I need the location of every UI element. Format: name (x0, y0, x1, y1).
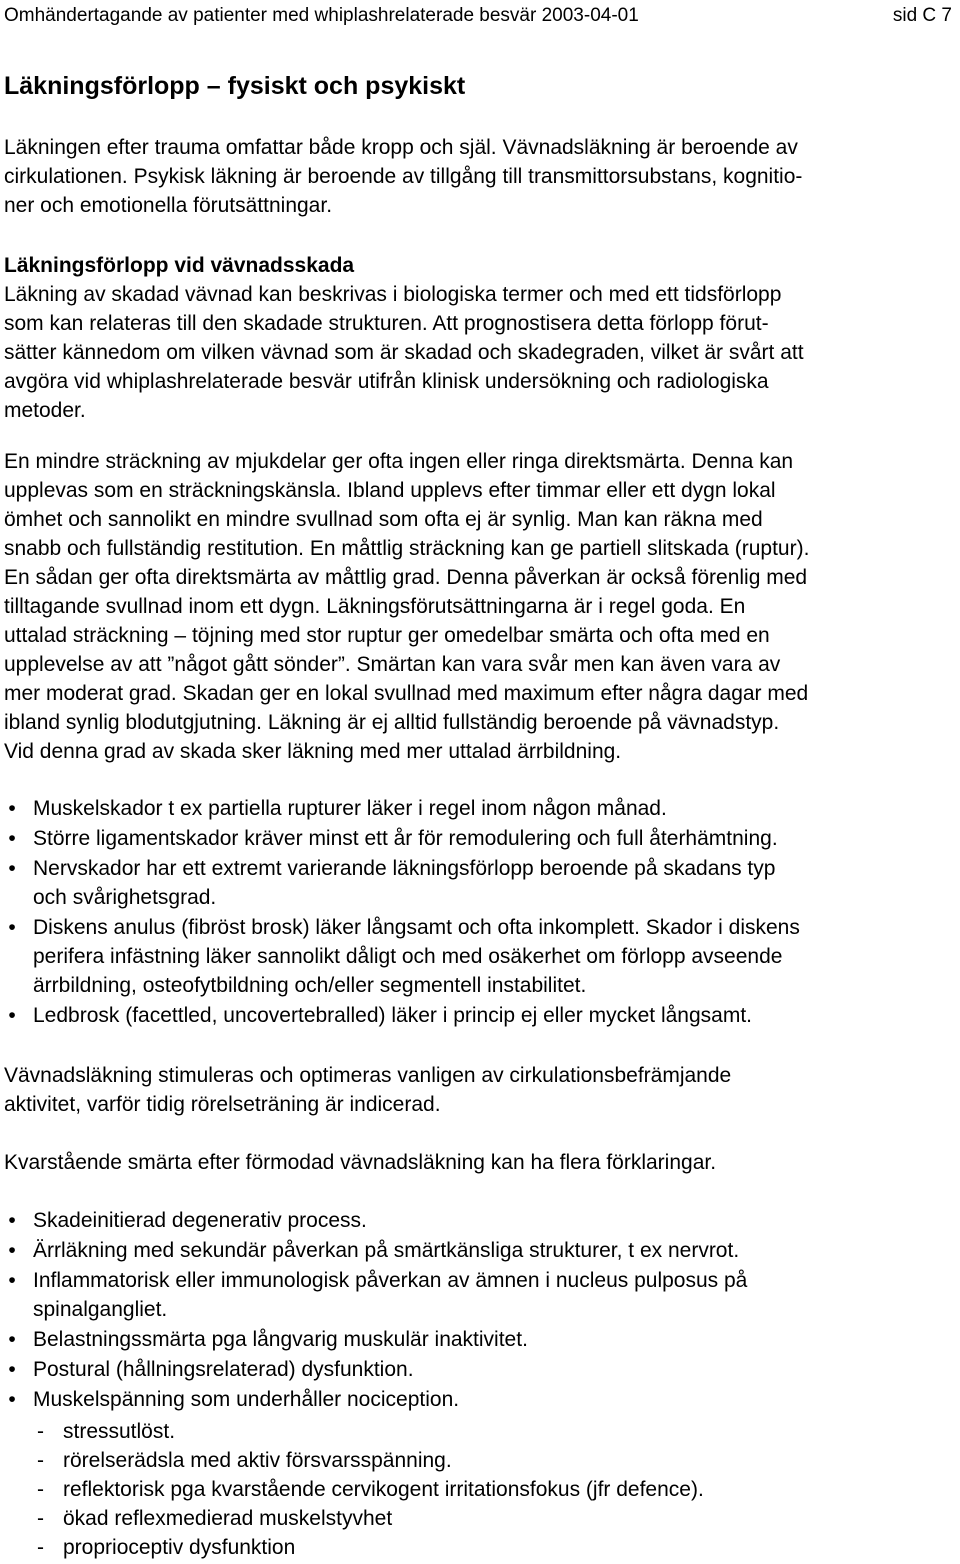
text-line: upplevelse av att ”något gått sönder”. Smärtan kan vara svår men kan även vara av (4, 653, 781, 676)
list-item (0, 794, 800, 823)
section-heading: Läkningsförlopp vid vävnadsskada (4, 254, 355, 277)
text-line: Ärrläkning med sekundär påverkan på smärtkänsliga strukturer, t ex nervrot. (33, 1239, 740, 1262)
page-header (4, 0, 956, 32)
body-paragraph (4, 447, 960, 766)
muscle-tension-sublist (33, 1417, 704, 1562)
bullet-icon: • (8, 857, 16, 880)
list-item (0, 824, 800, 853)
pain-causes-list (0, 1206, 747, 1414)
text-line: Inflammatorisk eller immunologisk påverkan av ämnen i nucleus pulposus på (33, 1269, 748, 1292)
page-number: sid C 7 (892, 5, 952, 26)
bullet-icon: • (8, 916, 16, 939)
text-line: aktivitet, varför tidig rörelseträning är indicerad. (4, 1093, 441, 1116)
sublist-item (33, 1446, 704, 1475)
intro-paragraph (4, 133, 960, 220)
sublist-text: rörelserädsla med aktiv försvarsspänning. (63, 1449, 452, 1472)
text-line: Läkning av skadad vävnad kan beskrivas i biologiska termer och med ett tidsförlopp (4, 283, 782, 306)
bullet-icon: • (8, 1269, 16, 1292)
text-line: Vävnadsläkning stimuleras och optimeras vanligen av cirkulationsbefrämjande (4, 1064, 732, 1087)
text-line: En sådan ger ofta direktsmärta av måttlig grad. Denna påverkan är också förenlig med (4, 566, 808, 589)
text-line: Diskens anulus (fibröst brosk) läker långsamt och ofta inkomplett. Skador i diskens (33, 916, 800, 939)
section-paragraph (4, 251, 960, 425)
bullet-icon: • (8, 1004, 16, 1027)
bullet-icon: • (8, 797, 16, 820)
text-line: avgöra vid whiplashrelaterade besvär utifrån klinisk undersökning och radiologiska (4, 370, 769, 393)
text-line: spinalgangliet. (33, 1298, 168, 1321)
text-line: uttalad sträckning – töjning med stor ruptur ger omedelbar smärta och ofta med en (4, 624, 770, 647)
dash-icon: - (37, 1507, 44, 1530)
list-item (0, 1001, 800, 1030)
text-line: Skadeinitierad degenerativ process. (33, 1209, 367, 1232)
text-line: Nervskador har ett extremt varierande läkningsförlopp beroende på skadans typ (33, 857, 776, 880)
page-title: Läkningsförlopp – fysiskt och psykiskt (4, 72, 466, 100)
list-item (0, 1266, 747, 1324)
text-line: Läkningen efter trauma omfattar både kropp och själ. Vävnadsläkning är beroende av (4, 136, 798, 159)
text-line: perifera infästning läker sannolikt dåligt och med osäkerhet om förlopp avseende (33, 945, 783, 968)
text-line: Ledbrosk (facettled, uncovertebralled) läker i princip ej eller mycket långsamt. (33, 1004, 752, 1027)
sublist-text: proprioceptiv dysfunktion (63, 1536, 296, 1559)
list-item (0, 854, 800, 912)
text-line: Muskelspänning som underhåller nociception. (33, 1388, 460, 1411)
text-line: Belastningssmärta pga långvarig muskulär inaktivitet. (33, 1328, 528, 1351)
list-item (0, 1385, 747, 1414)
text-line: Postural (hållningsrelaterad) dysfunktion. (33, 1358, 414, 1381)
text-line: mer moderat grad. Skadan ger en lokal svullnad med maximum efter några dagar med (4, 682, 809, 705)
text-line: som kan relateras till den skadade strukturen. Att prognostisera detta förlopp förut- (4, 312, 769, 335)
bullet-icon: • (8, 1328, 16, 1351)
sublist-item (33, 1417, 704, 1446)
text-line: och svårighetsgrad. (33, 886, 217, 909)
bullet-icon: • (8, 1209, 16, 1232)
text-line: upplevas som en sträckningskänsla. Ibland upplevs efter timmar eller ett dygn lokal (4, 479, 776, 502)
text-line: Vid denna grad av skada sker läkning med mer uttalad ärrbildning. (4, 740, 622, 763)
text-line: En mindre sträckning av mjukdelar ger ofta ingen eller ringa direktsmärta. Denna kan (4, 450, 794, 473)
sublist-text: reflektorisk pga kvarstående cervikogent irritationsfokus (jfr defence). (63, 1478, 704, 1501)
dash-icon: - (37, 1536, 44, 1559)
bullet-icon: • (8, 1239, 16, 1262)
circulation-paragraph (4, 1061, 960, 1119)
remaining-pain-paragraph (4, 1148, 960, 1177)
text-line: snabb och fullständig restitution. En måttlig sträckning kan ge partiell slitskada (ruptur). (4, 537, 810, 560)
list-item (0, 1325, 747, 1354)
text-line: Kvarstående smärta efter förmodad vävnadsläkning kan ha flera förklaringar. (4, 1151, 717, 1174)
text-line: ner och emotionella förutsättningar. (4, 194, 333, 217)
header-title: Omhändertagande av patienter med whiplashrelaterade besvär 2003-04-01 (4, 5, 639, 26)
text-line: metoder. (4, 399, 86, 422)
text-line: ömhet och sannolikt en mindre svullnad som ofta ej är synlig. Man kan räkna med (4, 508, 763, 531)
dash-icon: - (37, 1420, 44, 1443)
healing-bullet-list (0, 794, 800, 1030)
sublist-item (33, 1504, 704, 1533)
text-line: Muskelskador t ex partiella rupturer läker i regel inom någon månad. (33, 797, 667, 820)
dash-icon: - (37, 1478, 44, 1501)
text-line: Större ligamentskador kräver minst ett år för remodulering och full återhämtning. (33, 827, 778, 850)
sublist-text: ökad reflexmedierad muskelstyvhet (63, 1507, 393, 1530)
sublist-item (33, 1475, 704, 1504)
text-line: ibland synlig blodutgjutning. Läkning är ej alltid fullständig beroende på vävnadstyp. (4, 711, 780, 734)
text-line: ärrbildning, osteofytbildning och/eller segmentell instabilitet. (33, 974, 587, 997)
text-line: tilltagande svullnad inom ett dygn. Läkningsförutsättningarna är i regel goda. En (4, 595, 746, 618)
bullet-icon: • (8, 1388, 16, 1411)
bullet-icon: • (8, 1358, 16, 1381)
list-item (0, 1355, 747, 1384)
dash-icon: - (37, 1449, 44, 1472)
list-item (0, 913, 800, 1000)
text-line: cirkulationen. Psykisk läkning är beroende av tillgång till transmittorsubstans, kognitio- (4, 165, 803, 188)
list-item (0, 1236, 747, 1265)
sublist-item (33, 1533, 704, 1562)
sublist-text: stressutlöst. (63, 1420, 176, 1443)
list-item (0, 1206, 747, 1235)
bullet-icon: • (8, 827, 16, 850)
text-line: sätter kännedom om vilken vävnad som är skadad och skadegraden, vilket är svårt att (4, 341, 804, 364)
